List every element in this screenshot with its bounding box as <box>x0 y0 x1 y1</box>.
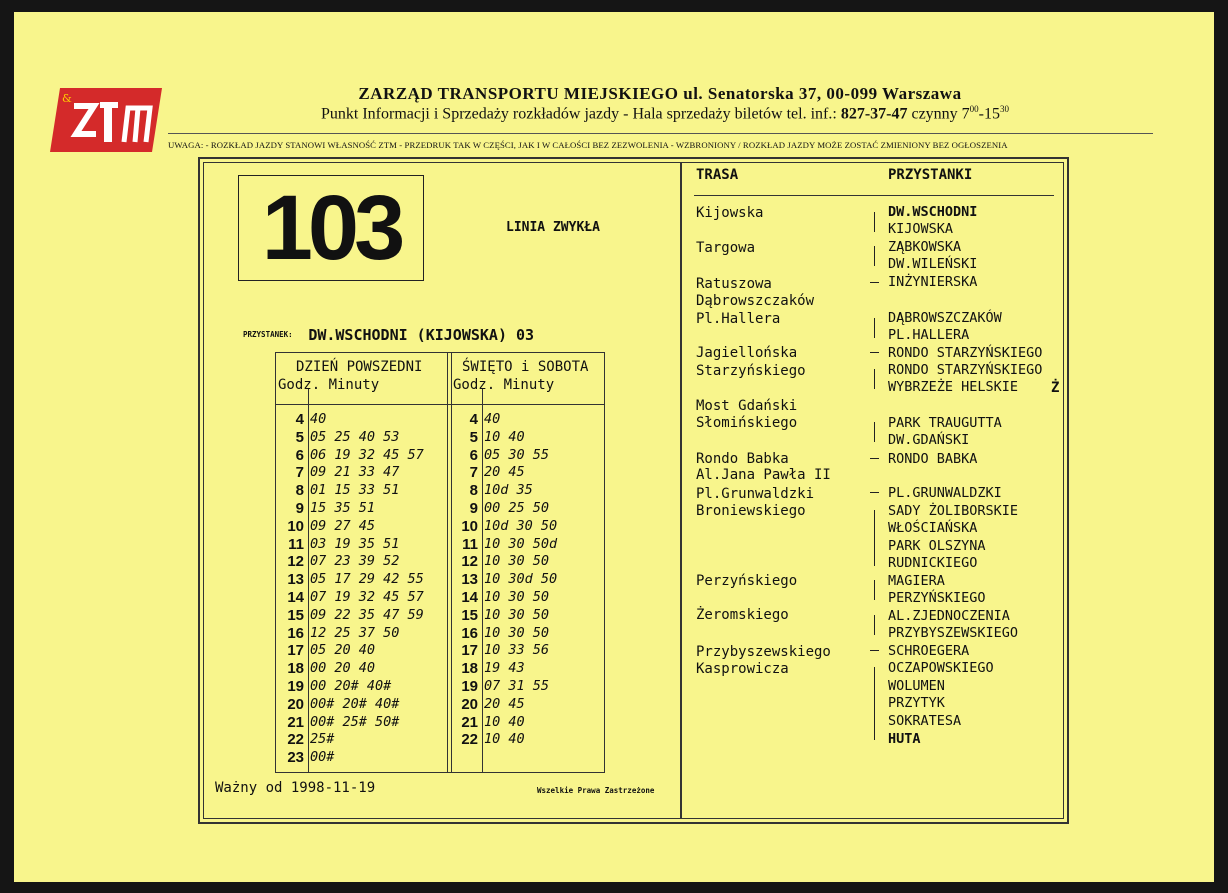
hour: 10 <box>461 517 478 535</box>
route-street: Żeromskiego <box>696 607 789 623</box>
minutes: 10 40 <box>484 713 525 730</box>
minutes: 19 43 <box>484 660 525 677</box>
route-stop: PARK TRAUGUTTA <box>888 415 1002 431</box>
timetable-row <box>276 606 424 625</box>
hour: 7 <box>469 464 478 482</box>
hour: 12 <box>287 553 304 571</box>
timetable-row <box>450 517 558 536</box>
hour: 20 <box>287 695 304 713</box>
route-stop: SADY ŻOLIBORSKIE <box>888 503 1019 519</box>
minutes: 10 33 56 <box>484 642 550 659</box>
route-stop: WYBRZEŻE HELSKIE <box>888 379 1019 395</box>
route-connector <box>874 318 875 338</box>
timetable-row <box>450 588 550 607</box>
minutes: 05 17 29 42 55 <box>310 571 424 588</box>
route-stop: AL.ZJEDNOCZENIA <box>888 608 1010 624</box>
route-dash <box>870 352 879 353</box>
hour: 21 <box>461 713 478 731</box>
timetable-row <box>276 731 335 749</box>
hour: 5 <box>295 428 304 446</box>
route-dash <box>870 282 879 283</box>
minutes: 25# <box>310 731 335 748</box>
timetable-row <box>450 428 525 447</box>
timetable-row <box>450 624 550 643</box>
timetable-row <box>450 677 550 696</box>
hour: 12 <box>461 553 478 571</box>
holiday-subtitle: Godz. Minuty <box>453 377 555 393</box>
rights-reserved: Wszelkie Prawa Zastrzeżone <box>537 786 655 795</box>
minutes: 10 40 <box>484 731 525 748</box>
hour: 19 <box>461 677 478 695</box>
hour: 5 <box>469 428 478 446</box>
minutes: 10 30 50 <box>484 553 550 570</box>
hour: 13 <box>461 571 478 589</box>
stops-header: PRZYSTANKI <box>888 167 973 183</box>
header-divider <box>168 133 1153 134</box>
route-stop: HUTA <box>888 731 921 747</box>
minutes: 09 27 45 <box>310 517 376 534</box>
route-street: Przybyszewskiego <box>696 644 831 660</box>
hour: 8 <box>295 482 304 500</box>
minutes: 20 45 <box>484 695 525 712</box>
route-stop: MAGIERA <box>888 573 945 589</box>
route-street: Słomińskiego <box>696 415 798 431</box>
route-street: Pl.Grunwaldzki <box>696 486 815 502</box>
minutes: 01 15 33 51 <box>310 482 400 499</box>
minutes: 40 <box>310 411 327 427</box>
svg-text:&: & <box>62 92 72 105</box>
route-street: Jagiellońska <box>696 345 798 361</box>
route-stop: PRZYTYK <box>888 695 945 711</box>
hour: 15 <box>287 606 304 624</box>
route-stop: WOLUMEN <box>888 678 945 694</box>
route-stop: DW.GDAŃSKI <box>888 432 970 448</box>
hour: 22 <box>287 731 304 749</box>
route-dash <box>870 458 879 459</box>
timetable-row <box>276 571 424 589</box>
minutes: 15 35 51 <box>310 499 376 516</box>
timetable-row <box>450 571 558 589</box>
timetable-row <box>450 695 525 714</box>
line-number: 103 <box>261 177 401 279</box>
route-street: Starzyńskiego <box>696 363 806 379</box>
route-stop: PRZYBYSZEWSKIEGO <box>888 625 1019 641</box>
info-phone: 827-37-47 <box>840 105 908 123</box>
route-stop: DĄBROWSZCZAKÓW <box>888 310 1002 326</box>
hour: 9 <box>469 499 478 517</box>
timetable-table <box>275 352 605 773</box>
minutes: 05 20 40 <box>310 642 376 659</box>
hour: 19 <box>287 677 304 695</box>
hour: 9 <box>295 499 304 517</box>
minutes: 10d 30 50 <box>484 517 558 534</box>
route-street: Most Gdański <box>696 398 798 414</box>
minutes: 10 30 50 <box>484 624 550 641</box>
timetable-row <box>276 660 376 678</box>
minutes: 07 19 32 45 57 <box>310 588 424 605</box>
hour: 16 <box>461 624 478 642</box>
holiday-title: ŚWIĘTO i SOBOTA <box>462 359 589 375</box>
timetable-row <box>276 624 400 643</box>
minutes: 10 40 <box>484 428 525 445</box>
timetable-row <box>450 713 525 732</box>
hour: 21 <box>287 713 304 731</box>
copyright-warning: UWAGA: - ROZKŁAD JAZDY STANOWI WŁASNOŚĆ ZTM - PRZEDRUK TAK W CZĘŚCI, JAK I W CAŁOŚCI BEZ ZEZWOLENIA - WZBRONIONY / ROZKŁAD JAZDY MOŻE ZOSTAĆ ZMIENIONY BEZ OGŁOSZENIA <box>168 140 1008 150</box>
route-street: Rondo Babka <box>696 451 789 467</box>
timetable-row <box>276 428 400 447</box>
timetable-row <box>276 749 335 767</box>
route-street: Broniewskiego <box>696 503 806 519</box>
timetable-row <box>276 499 376 518</box>
route-connector <box>874 369 875 389</box>
timetable-row <box>276 446 424 465</box>
info-line: Punkt Informacji i Sprzedaży rozkładów jazdy - Hala sprzedaży biletów tel. inf.: 827-37-47 czynny $7^{00}-15^{30}$ <box>320 104 1009 123</box>
route-stop: SCHROEGERA <box>888 643 970 659</box>
valid-from: Ważny od 1998-11-19 <box>215 780 376 796</box>
minutes: 10 30 50d <box>484 535 558 552</box>
timetable-row <box>450 606 550 625</box>
minutes: 00 20 40 <box>310 660 376 677</box>
timetable-row <box>276 535 400 554</box>
hour: 18 <box>461 660 478 678</box>
minutes: 00# 20# 40# <box>310 695 400 712</box>
hour: 18 <box>287 660 304 678</box>
route-stop: PL.HALLERA <box>888 327 970 343</box>
hour: 20 <box>461 695 478 713</box>
line-type: LINIA ZWYKŁA <box>506 220 600 235</box>
minutes: 09 21 33 47 <box>310 464 400 481</box>
hour: 11 <box>288 535 304 553</box>
route-connector <box>874 422 875 442</box>
route-street: Perzyńskiego <box>696 573 798 589</box>
route-connector <box>874 580 875 600</box>
minutes: 00 20# 40# <box>310 677 392 694</box>
route-connector <box>874 212 875 232</box>
hour: 23 <box>287 749 304 767</box>
timetable-row <box>450 642 550 660</box>
minutes: 00 25 50 <box>484 499 550 516</box>
route-connector <box>874 510 875 566</box>
timetable-row <box>276 588 424 607</box>
timetable-row <box>276 482 400 500</box>
route-header-rule <box>694 195 1054 196</box>
route-street: Pl.Hallera <box>696 311 781 327</box>
route-stop: INŻYNIERSKA <box>888 274 978 290</box>
line-number-box <box>238 175 424 281</box>
minutes: 10 30d 50 <box>484 571 558 588</box>
route-street: Al.Jana Pawła II <box>696 467 831 483</box>
holiday-column <box>450 411 558 749</box>
hour: 13 <box>287 571 304 589</box>
timetable-row <box>450 446 550 465</box>
timetable-row <box>276 695 400 714</box>
hour: 6 <box>469 446 478 464</box>
timetable-row <box>450 535 558 554</box>
route-header: TRASA <box>696 167 739 183</box>
timetable-row <box>276 553 400 571</box>
route-stop: DW.WILEŃSKI <box>888 256 978 272</box>
minutes: 07 23 39 52 <box>310 553 400 570</box>
hour: 14 <box>287 588 304 606</box>
route-connector <box>874 615 875 635</box>
timetable-row <box>276 411 327 429</box>
route-stop: WŁOŚCIAŃSKA <box>888 520 978 536</box>
minutes: 06 19 32 45 57 <box>310 446 424 463</box>
minutes: 00# <box>310 749 335 766</box>
column-divider <box>680 162 682 819</box>
route-stop: PL.GRUNWALDZKI <box>888 485 1002 501</box>
timetable-row <box>450 660 525 678</box>
hour: 14 <box>461 588 478 606</box>
route-street: Dąbrowszczaków <box>696 293 815 309</box>
timetable-row <box>450 499 550 518</box>
route-connector <box>874 667 875 740</box>
minutes: 20 45 <box>484 464 525 481</box>
stop-info <box>243 324 534 344</box>
route-street: Kasprowicza <box>696 661 789 677</box>
timetable-row <box>450 553 550 571</box>
minutes: 10d 35 <box>484 482 533 499</box>
hour: 22 <box>461 731 478 749</box>
minutes: 12 25 37 50 <box>310 624 400 641</box>
timetable-row <box>276 713 400 732</box>
stop-name: DW.WSCHODNI (KIJOWSKA) 03 <box>308 325 535 344</box>
hour: 11 <box>462 535 478 553</box>
hour: 4 <box>295 411 304 428</box>
route-dash <box>870 650 879 651</box>
hour: 17 <box>287 642 304 660</box>
minutes: 40 <box>484 411 501 427</box>
route-stop: RONDO BABKA <box>888 451 978 467</box>
ztm-logo <box>50 88 162 152</box>
route-street: Ratuszowa <box>696 276 772 292</box>
route-note: Ż <box>1051 380 1060 396</box>
route-stop: OCZAPOWSKIEGO <box>888 660 994 676</box>
route-street: Kijowska <box>696 205 764 221</box>
weekday-title: DZIEŃ POWSZEDNI <box>296 359 423 375</box>
timetable-row <box>276 517 376 536</box>
hour: 4 <box>469 411 478 428</box>
route-stop: DW.WSCHODNI <box>888 204 978 220</box>
hour: 17 <box>461 642 478 660</box>
route-stop: RUDNICKIEGO <box>888 555 978 571</box>
route-street: Targowa <box>696 240 756 256</box>
minutes: 10 30 50 <box>484 588 550 605</box>
timetable-row <box>276 464 400 482</box>
timetable-row <box>276 677 392 696</box>
timetable-row <box>450 411 501 429</box>
route-stop: PARK OLSZYNA <box>888 538 986 554</box>
minutes: 05 30 55 <box>484 446 550 463</box>
route-stop: RONDO STARZYŃSKIEGO <box>888 345 1043 361</box>
route-stop: KIJOWSKA <box>888 221 954 237</box>
hour: 6 <box>295 446 304 464</box>
timetable-row <box>450 464 525 482</box>
hour: 16 <box>287 624 304 642</box>
timetable-row <box>450 731 525 749</box>
minutes: 03 19 35 51 <box>310 535 400 552</box>
route-stop: ZĄBKOWSKA <box>888 239 962 255</box>
weekday-column <box>276 411 424 767</box>
route-stop: SOKRATESA <box>888 713 962 729</box>
minutes: 05 25 40 53 <box>310 428 400 445</box>
weekday-subtitle: Godz. Minuty <box>278 377 380 393</box>
hour: 15 <box>461 606 478 624</box>
route-stop: RONDO STARZYŃSKIEGO <box>888 362 1043 378</box>
hour: 10 <box>287 517 304 535</box>
organization-title: ZARZĄD TRANSPORTU MIEJSKIEGO ul. Senatorska 37, 00-099 Warszawa <box>358 84 962 103</box>
timetable-row <box>450 482 533 500</box>
hour: 7 <box>295 464 304 482</box>
route-stop: PERZYŃSKIEGO <box>888 590 986 606</box>
minutes: 09 22 35 47 59 <box>310 606 424 623</box>
hour: 8 <box>469 482 478 500</box>
route-dash <box>870 492 879 493</box>
stop-label: PRZYSTANEK: <box>243 330 293 339</box>
minutes: 07 31 55 <box>484 677 550 694</box>
timetable-row <box>276 642 376 660</box>
minutes: 00# 25# 50# <box>310 713 400 730</box>
route-connector <box>874 246 875 266</box>
minutes: 10 30 50 <box>484 606 550 623</box>
